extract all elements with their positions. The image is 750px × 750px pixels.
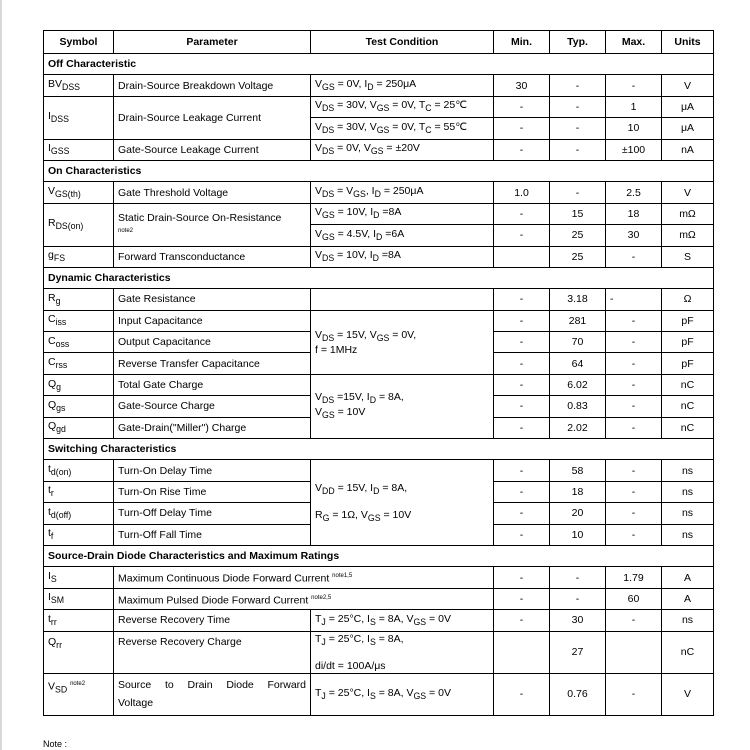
section-on: On Characteristics	[44, 160, 714, 181]
unit-value: ns	[662, 610, 714, 631]
cond-rds-10v: $V_{GS} = 10V$, $I_D =8A$	[311, 203, 494, 224]
param-tf: Turn-Off Fall Time	[114, 524, 311, 545]
param-qgd: Gate-Drain("Miller") Charge	[114, 417, 311, 438]
unit-value: nC	[662, 374, 714, 395]
cond-idss-25: $V_{DS} = 30V$, $V_{GS} = 0V$, $T_C$ = 25℃	[311, 96, 494, 117]
table-row	[44, 246, 714, 267]
symbol-coss: $C_{oss}$	[44, 332, 114, 353]
param-vsd: Source to Drain Diode Forward Voltage	[114, 673, 311, 715]
unit-value: nC	[662, 396, 714, 417]
max-value: -	[606, 417, 662, 438]
section-diode: Source-Drain Diode Characteristics and Maximum Ratings	[44, 545, 714, 566]
symbol-trr: $t_{rr}$	[44, 610, 114, 631]
typ-value: 70	[550, 332, 606, 353]
min-value	[494, 246, 550, 267]
max-value: -	[606, 460, 662, 481]
typ-value: 0.76	[550, 673, 606, 715]
min-value: -	[494, 225, 550, 246]
table-row	[44, 610, 714, 631]
min-value: -	[494, 332, 550, 353]
footnote-label: Note :	[43, 739, 68, 749]
typ-value: 281	[550, 310, 606, 331]
min-value: -	[494, 203, 550, 224]
min-value: -	[494, 396, 550, 417]
unit-value: ns	[662, 503, 714, 524]
unit-value: ns	[662, 524, 714, 545]
unit-value: A	[662, 588, 714, 609]
max-value: -	[606, 310, 662, 331]
param-tr: Turn-On Rise Time	[114, 481, 311, 502]
min-value: -	[494, 503, 550, 524]
min-value: -	[494, 567, 550, 588]
max-value: ±100	[606, 139, 662, 160]
max-value: -	[606, 481, 662, 502]
unit-value: S	[662, 246, 714, 267]
table-row	[44, 310, 714, 331]
typ-value: -	[550, 567, 606, 588]
table-row	[44, 182, 714, 203]
typ-value: 64	[550, 353, 606, 374]
min-value: -	[494, 610, 550, 631]
typ-value: 18	[550, 481, 606, 502]
unit-value: mΩ	[662, 203, 714, 224]
symbol-tdon: $t_{d(on)}$	[44, 460, 114, 481]
max-value: 2.5	[606, 182, 662, 203]
param-gfs: Forward Transconductance	[114, 246, 311, 267]
min-value: -	[494, 374, 550, 395]
max-value: -	[606, 673, 662, 715]
symbol-vsd: $V_{SD}$ $^{note2}$	[44, 673, 114, 715]
header-test-condition: Test Condition	[311, 31, 494, 54]
cond-gfs: $V_{DS} = 10V$, $I_D =8A$	[311, 246, 494, 267]
max-value: -	[606, 246, 662, 267]
typ-value: 15	[550, 203, 606, 224]
header-typ: Typ.	[550, 31, 606, 54]
min-value: -	[494, 289, 550, 310]
param-qrr: Reverse Recovery Charge	[114, 631, 311, 673]
cond-vsd: $T_J = 25^\circ C$, $I_S = 8A$, $V_{GS} = 0V$	[311, 673, 494, 715]
page-edge	[0, 0, 2, 750]
max-value: -	[606, 396, 662, 417]
max-value	[606, 631, 662, 673]
max-value: -	[606, 289, 662, 310]
cond-igss: $V_{DS} = 0V$, $V_{GS} = \pm 20V$	[311, 139, 494, 160]
symbol-qgd: $Q_{gd}$	[44, 417, 114, 438]
table-row	[44, 460, 714, 481]
typ-value: 3.18	[550, 289, 606, 310]
symbol-vgsth: $V_{GS(th)}$	[44, 182, 114, 203]
param-vgsth: Gate Threshold Voltage	[114, 182, 311, 203]
table-row	[44, 673, 714, 715]
max-value: -	[606, 503, 662, 524]
symbol-ism: $I_{SM}$	[44, 588, 114, 609]
max-value: 1.79	[606, 567, 662, 588]
cond-idss-55: $V_{DS} = 30V$, $V_{GS} = 0V$, $T_C$ = 55℃	[311, 118, 494, 139]
min-value: -	[494, 524, 550, 545]
cond-trr: $T_J = 25^\circ C$, $I_S = 8A$, $V_{GS} = 0V$	[311, 610, 494, 631]
max-value: 30	[606, 225, 662, 246]
table-row	[44, 289, 714, 310]
min-value: -	[494, 417, 550, 438]
cond-capacitance: $V_{DS} = 15V$, $V_{GS} = 0V$, f = 1MHz	[311, 310, 494, 374]
symbol-igss: $I_{GSS}$	[44, 139, 114, 160]
typ-value: -	[550, 139, 606, 160]
section-row	[44, 160, 714, 181]
typ-value: -	[550, 182, 606, 203]
max-value: -	[606, 353, 662, 374]
param-crss: Reverse Transfer Capacitance	[114, 353, 311, 374]
symbol-ciss: $C_{iss}$	[44, 310, 114, 331]
param-qg: Total Gate Charge	[114, 374, 311, 395]
param-ism: Maximum Pulsed Diode Forward Current $^{note2,5}$	[114, 588, 494, 609]
cond-rg	[311, 289, 494, 310]
min-value: -	[494, 353, 550, 374]
header-parameter: Parameter	[114, 31, 311, 54]
typ-value: -	[550, 118, 606, 139]
max-value: -	[606, 332, 662, 353]
typ-value: 25	[550, 246, 606, 267]
cond-bvdss: $V_{GS} = 0V$, $I_D = 250\mu A$	[311, 75, 494, 96]
symbol-bvdss: $BV_{DSS}$	[44, 75, 114, 96]
unit-value: V	[662, 75, 714, 96]
symbol-qgs: $Q_{gs}$	[44, 396, 114, 417]
min-value: -	[494, 588, 550, 609]
param-tdoff: Turn-Off Delay Time	[114, 503, 311, 524]
param-trr: Reverse Recovery Time	[114, 610, 311, 631]
param-ciss: Input Capacitance	[114, 310, 311, 331]
table-row	[44, 588, 714, 609]
min-value: 30	[494, 75, 550, 96]
table-row	[44, 567, 714, 588]
unit-value: mΩ	[662, 225, 714, 246]
min-value: 1.0	[494, 182, 550, 203]
typ-value: 58	[550, 460, 606, 481]
unit-value: V	[662, 182, 714, 203]
min-value: -	[494, 673, 550, 715]
param-is: Maximum Continuous Diode Forward Current $^{note1,5}$	[114, 567, 494, 588]
typ-value: 0.83	[550, 396, 606, 417]
unit-value: Ω	[662, 289, 714, 310]
min-value: -	[494, 310, 550, 331]
section-row	[44, 439, 714, 460]
unit-value: nA	[662, 139, 714, 160]
header-row	[44, 31, 714, 54]
unit-value: A	[662, 567, 714, 588]
max-value: -	[606, 610, 662, 631]
max-value: 18	[606, 203, 662, 224]
symbol-qrr: $Q_{rr}$	[44, 631, 114, 673]
section-row	[44, 54, 714, 75]
typ-value: 25	[550, 225, 606, 246]
min-value: -	[494, 460, 550, 481]
header-max: Max.	[606, 31, 662, 54]
typ-value: 10	[550, 524, 606, 545]
unit-value: μA	[662, 118, 714, 139]
max-value: 1	[606, 96, 662, 117]
max-value: -	[606, 75, 662, 96]
section-dynamic: Dynamic Characteristics	[44, 267, 714, 288]
min-value	[494, 631, 550, 673]
section-row	[44, 545, 714, 566]
cond-rds-4v5: $V_{GS} = 4.5V$, $I_D =6A$	[311, 225, 494, 246]
cond-qrr: $T_J = 25^\circ C$, $I_S = 8A$, di/dt = 100A/μs	[311, 631, 494, 673]
symbol-rg: $R_g$	[44, 289, 114, 310]
section-switching: Switching Characteristics	[44, 439, 714, 460]
unit-value: pF	[662, 353, 714, 374]
cond-switching: $V_{DD} = 15V$, $I_D = 8A$, $R_G = 1\Omega$, $V_{GS} = 10V$	[311, 460, 494, 546]
symbol-tf: $t_f$	[44, 524, 114, 545]
table-row	[44, 374, 714, 395]
table-row	[44, 631, 714, 673]
max-value: -	[606, 374, 662, 395]
min-value: -	[494, 481, 550, 502]
cond-vgsth: $V_{DS} = V_{GS}$, $I_D = 250\mu A$	[311, 182, 494, 203]
table-row	[44, 139, 714, 160]
unit-value: ns	[662, 460, 714, 481]
unit-value: pF	[662, 310, 714, 331]
symbol-tdoff: $t_{d(off)}$	[44, 503, 114, 524]
symbol-tr: $t_r$	[44, 481, 114, 502]
param-coss: Output Capacitance	[114, 332, 311, 353]
typ-value: 2.02	[550, 417, 606, 438]
param-bvdss: Drain-Source Breakdown Voltage	[114, 75, 311, 96]
min-value: -	[494, 96, 550, 117]
table-row	[44, 96, 714, 117]
section-row	[44, 267, 714, 288]
table-row	[44, 203, 714, 224]
unit-value: ns	[662, 481, 714, 502]
typ-value: -	[550, 75, 606, 96]
typ-value: 20	[550, 503, 606, 524]
electrical-characteristics-table	[43, 30, 714, 716]
unit-value: V	[662, 673, 714, 715]
typ-value: 27	[550, 631, 606, 673]
cond-gate-charge: $V_{DS} =15V$, $I_D = 8A$, $V_{GS} = 10V$	[311, 374, 494, 438]
typ-value: 30	[550, 610, 606, 631]
symbol-is: $I_S$	[44, 567, 114, 588]
param-rg: Gate Resistance	[114, 289, 311, 310]
min-value: -	[494, 139, 550, 160]
unit-value: nC	[662, 631, 714, 673]
max-value: -	[606, 524, 662, 545]
table-row	[44, 75, 714, 96]
max-value: 60	[606, 588, 662, 609]
header-min: Min.	[494, 31, 550, 54]
header-symbol: Symbol	[44, 31, 114, 54]
symbol-rdson: $R_{DS(on)}$	[44, 203, 114, 246]
section-off: Off Characteristic	[44, 54, 714, 75]
symbol-crss: $C_{rss}$	[44, 353, 114, 374]
unit-value: μA	[662, 96, 714, 117]
typ-value: -	[550, 96, 606, 117]
param-idss: Drain-Source Leakage Current	[114, 96, 311, 139]
symbol-qg: $Q_g$	[44, 374, 114, 395]
symbol-idss: $I_{DSS}$	[44, 96, 114, 139]
param-rdson: Static Drain-Source On-Resistance note2	[114, 203, 311, 246]
param-igss: Gate-Source Leakage Current	[114, 139, 311, 160]
unit-value: nC	[662, 417, 714, 438]
unit-value: pF	[662, 332, 714, 353]
header-units: Units	[662, 31, 714, 54]
typ-value: -	[550, 588, 606, 609]
param-tdon: Turn-On Delay Time	[114, 460, 311, 481]
typ-value: 6.02	[550, 374, 606, 395]
symbol-gfs: $g_{FS}$	[44, 246, 114, 267]
param-qgs: Gate-Source Charge	[114, 396, 311, 417]
max-value: 10	[606, 118, 662, 139]
min-value: -	[494, 118, 550, 139]
